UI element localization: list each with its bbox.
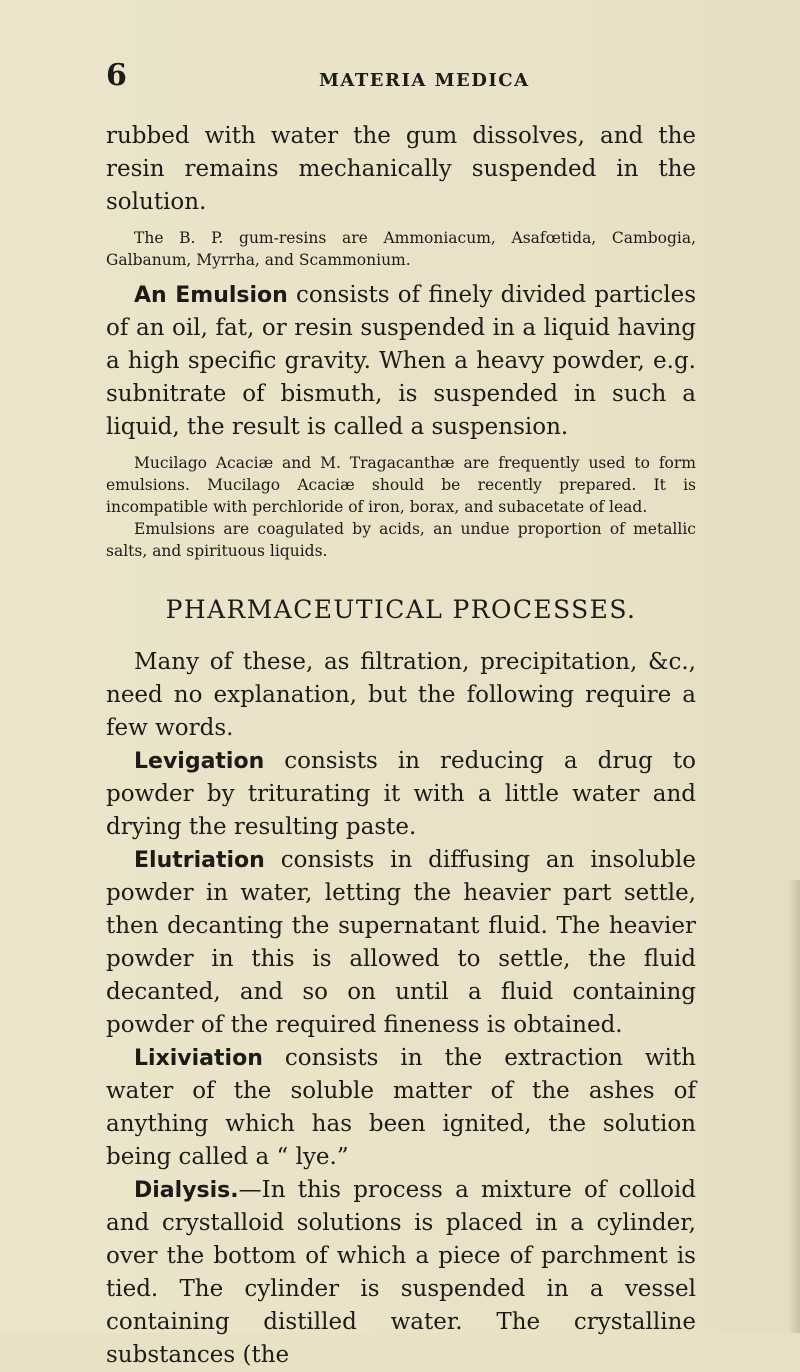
paragraph-gum-resin-continuation: rubbed with water the gum dissolves, and the resin remains mechanically suspended in the solution. [106,123,696,215]
page-edge-shadow [788,880,800,1333]
note-gum-resins: The B. P. gum-resins are Ammoniacum, Asafœtida, Cambogia, Galbanum, Myrrha, and Scammonium. [106,229,696,269]
section-title: PHARMACEUTICAL PROCESSES. [165,595,637,624]
paragraph-emulsion-text: consists of finely divided particles of an oil, fat, or resin suspended in a liquid having a high specific gravity. When a heavy powder, e.g. subnitrate of bismuth, is suspended in such a liquid, the result is called a suspension. [106,282,696,440]
term-levigation: Levigation [134,749,265,774]
paragraph-emulsion [106,279,696,444]
paragraph-elutriation [106,844,696,1042]
page-header [106,58,676,102]
running-title: MATERIA MEDICA [319,70,530,91]
page-number: 6 [106,58,127,93]
paragraph-lixiviation [106,1042,696,1174]
note-coagulation: Emulsions are coagulated by acids, an undue proportion of metallic salts, and spirituous liquids. [106,520,696,560]
paragraph-lixiviation-text: consists in the extraction with water of the soluble matter of the ashes of anything which has been ignited, the solution being called a “ lye.” [106,1045,696,1170]
term-dialysis: Dialysis. [134,1178,239,1203]
page-text [106,120,696,1372]
note-mucilago: Mucilago Acaciæ and M. Tragacanthæ are frequently used to form emulsions. Mucilago Acaciæ should be recently prepared. It is incompatible with perchloride of iron, borax, and subacetate of lead. [106,454,696,516]
term-elutriation: Elutriation [134,848,265,873]
term-emulsion: An Emulsion [134,283,288,308]
paragraph-levigation [106,745,696,844]
paragraph-dialysis-text: —In this process a mixture of colloid and crystalloid solutions is placed in a cylinder, over the bottom of which a piece of parchment is tied. The cylinder is suspended in a vessel containing distilled water. The crystalline substances (the [106,1177,696,1368]
paragraph-levigation-text: consists in reducing a drug to powder by triturating it with a little water and drying the resulting paste. [106,748,696,840]
paragraph-dialysis [106,1174,696,1372]
paragraph-introduction: Many of these, as filtration, precipitation, &c., need no explanation, but the following require a few words. [106,649,696,741]
paragraph-elutriation-text: consists in diffusing an insoluble powder in water, letting the heavier part settle, then decanting the supernatant fluid. The heavier powder in this is allowed to settle, the fluid decanted, and so on until a fluid containing powder of the required fineness is obtained. [106,847,696,1038]
term-lixiviation: Lixiviation [134,1046,263,1071]
